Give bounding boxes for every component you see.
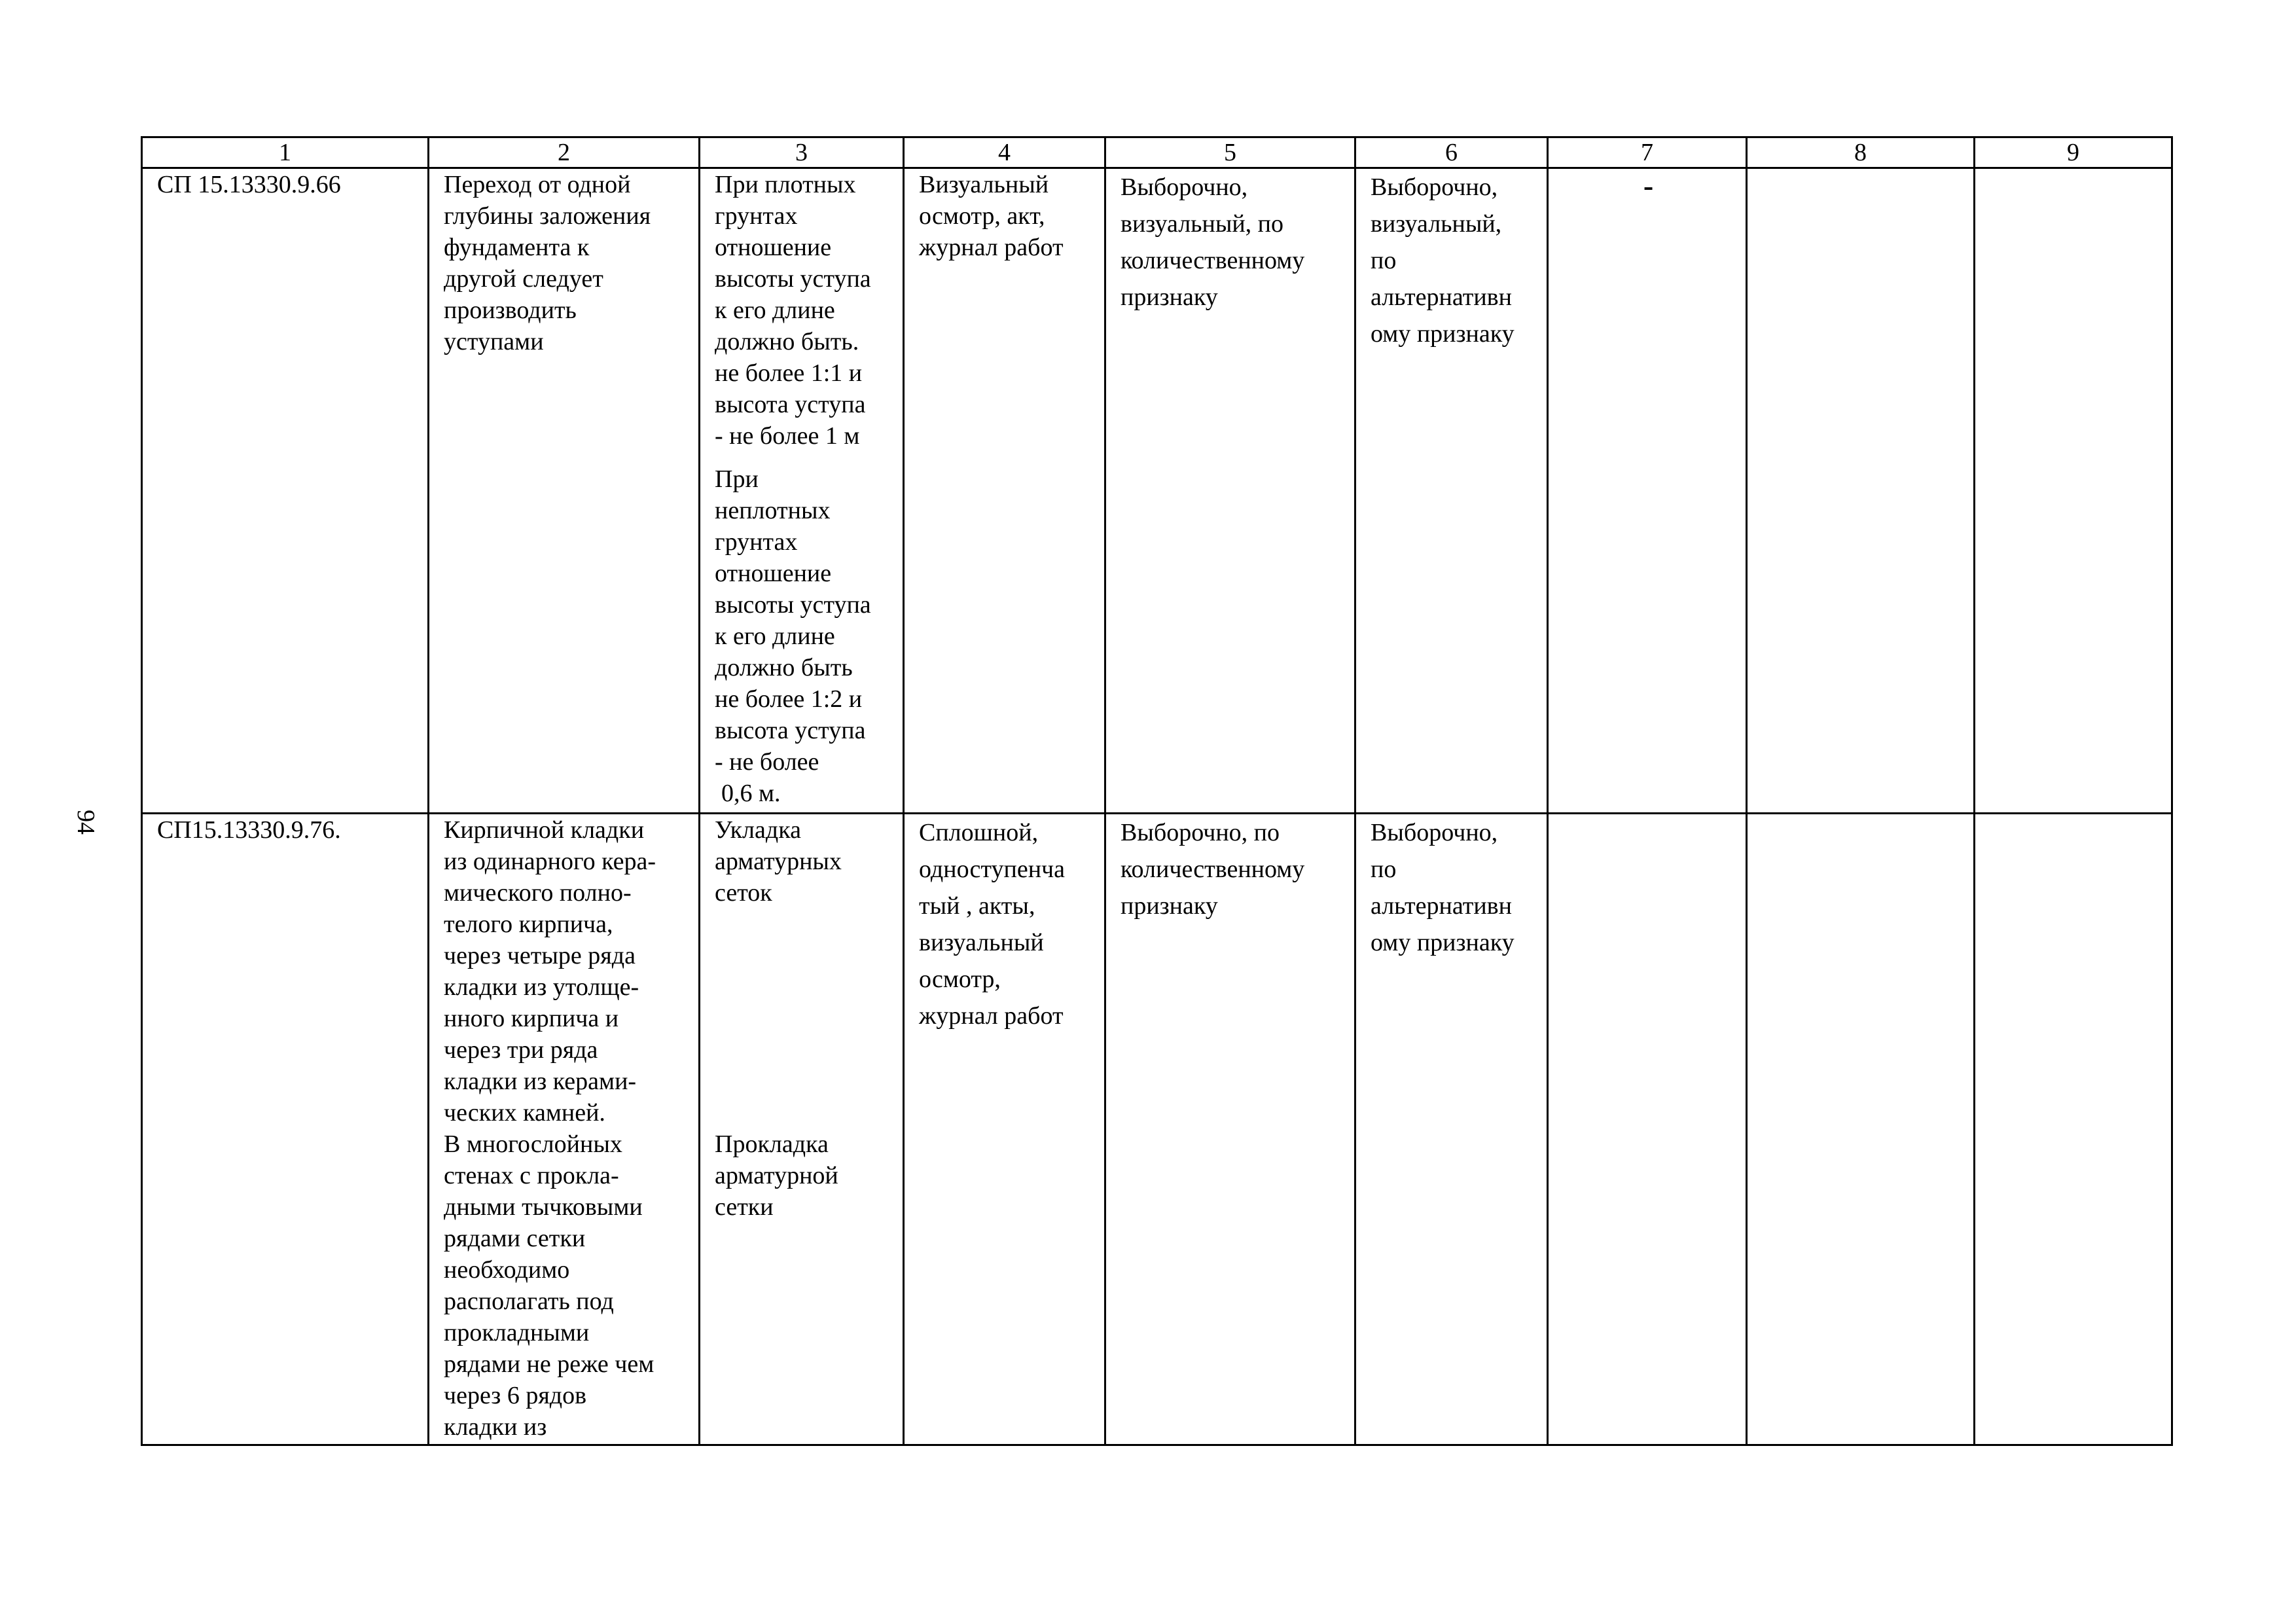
parameter-line: Прокладка [715,1130,829,1158]
control-method-line: тый , акты, [919,892,1035,920]
control-scope-line: признаку [1121,283,1218,311]
requirement-line: через 6 рядов [444,1382,587,1409]
requirement-line: фундамента к [444,234,590,261]
col-9-cell [1975,168,2172,814]
requirement-line: другой следует [444,265,603,293]
requirement-line: глубины заложения [444,202,651,230]
parameter-line: высоты уступа [715,591,871,619]
column-number-row [142,137,2172,168]
col-8-header: 8 [1747,137,1975,168]
parameter-line: При [715,465,759,493]
parameter-line: высота уступа [715,717,866,744]
parameter-line: высота уступа [715,391,866,418]
parameter-line: грунтах [715,528,798,556]
norm-reference-cell [142,168,429,814]
requirement-line: через четыре ряда [444,942,636,969]
acceptance-scope-line: Выборочно, [1371,173,1498,201]
acceptance-scope-line: альтернативн [1371,283,1512,311]
parameter-line: отношение [715,234,832,261]
requirement-line: кладки из керами- [444,1068,637,1095]
requirements-table [141,136,2173,1446]
control-scope-line: количественному [1121,247,1305,274]
control-method-line: журнал работ [919,1002,1064,1030]
parameter-line: сетки [715,1193,774,1221]
control-scope-cell [1105,814,1355,1445]
col-2-header: 2 [429,137,700,168]
control-method-line: визуальный [919,929,1044,956]
requirement-line: через три ряда [444,1036,598,1064]
table-row [142,168,2172,814]
col-8-cell [1747,168,1975,814]
norm-reference: СП15.13330.9.76. [157,816,341,844]
control-scope-cell [1105,168,1355,814]
control-scope-line: признаку [1121,892,1218,920]
norm-reference: СП 15.13330.9.66 [157,171,341,198]
requirement-line: рядами не реже чем [444,1350,655,1378]
parameter-line: Укладка [715,816,801,844]
acceptance-scope-cell [1355,814,1548,1445]
parameter-line: к его длине [715,297,835,324]
requirement-line: уступами [444,328,544,355]
parameter-cell [700,814,904,1445]
parameter-line: не более 1:1 и [715,359,863,387]
acceptance-scope-line: альтернативн [1371,892,1512,920]
requirement-line: располагать под [444,1288,614,1315]
parameter-line: - не более [715,748,819,776]
parameter-line: к его длине [715,623,835,650]
requirement-line: необходимо [444,1256,570,1284]
requirement-cell [429,814,700,1445]
control-method-line: осмотр, [919,965,1001,993]
requirement-line: Переход от одной [444,171,631,198]
parameter-line: арматурных [715,848,842,875]
acceptance-scope-line: по [1371,247,1397,274]
control-method-line: Визуальный [919,171,1049,198]
acceptance-scope-line: визуальный, [1371,210,1502,238]
parameter-line: При плотных [715,171,856,198]
control-scope-line: визуальный, по [1121,210,1284,238]
col-6-header: 6 [1355,137,1548,168]
control-method-cell [904,814,1105,1445]
parameter-line: высоты уступа [715,265,871,293]
parameter-cell [700,168,904,814]
control-scope-line: количественному [1121,856,1305,883]
norm-reference-cell [142,814,429,1445]
col-4-header: 4 [904,137,1105,168]
requirement-line: нного кирпича и [444,1005,619,1032]
requirement-cell [429,168,700,814]
col-3-header: 3 [700,137,904,168]
requirement-line: мического полно- [444,879,632,907]
requirement-line: Кирпичной кладки [444,816,645,844]
parameter-line: должно быть. [715,328,859,355]
col-7-header: 7 [1548,137,1747,168]
acceptance-scope-line: ому признаку [1371,929,1515,956]
parameter-line: сеток [715,879,772,907]
table-row [142,814,2172,1445]
col-7-cell [1548,168,1747,814]
acceptance-scope-line: Выборочно, [1371,819,1498,846]
requirement-line: прокладными [444,1319,590,1346]
requirement-line: кладки из [444,1413,547,1441]
parameter-line: арматурной [715,1162,838,1189]
page-number: 94 [72,810,99,835]
control-scope-line: Выборочно, по [1121,819,1280,846]
parameter-line: грунтах [715,202,798,230]
parameter-line: неплотных [715,497,831,524]
requirement-line: ческих камней. [444,1099,605,1127]
requirement-line: В многослойных [444,1130,622,1158]
requirement-line: из одинарного кера- [444,848,656,875]
requirement-line: стенах с прокла- [444,1162,619,1189]
requirement-line: дными тычковыми [444,1193,643,1221]
dash-mark: - [1643,169,1654,202]
col-5-header: 5 [1105,137,1355,168]
col-9-cell [1975,814,2172,1445]
requirement-line: телого кирпича, [444,911,613,938]
control-method-line: Сплошной, [919,819,1039,846]
acceptance-scope-cell [1355,168,1548,814]
control-method-line: осмотр, акт, [919,202,1045,230]
control-scope-line: Выборочно, [1121,173,1248,201]
requirement-line: кладки из утолще- [444,973,639,1001]
parameter-line: 0,6 м. [721,780,781,807]
col-9-header: 9 [1975,137,2172,168]
control-method-line: одноступенча [919,856,1066,883]
parameter-line: отношение [715,560,832,587]
parameter-line: не более 1:2 и [715,685,863,713]
control-method-cell [904,168,1105,814]
requirement-line: рядами сетки [444,1225,586,1252]
control-method-line: журнал работ [919,234,1064,261]
parameter-line: - не более 1 м [715,422,860,450]
parameter-line: должно быть [715,654,853,681]
requirement-line: производить [444,297,577,324]
col-8-cell [1747,814,1975,1445]
col-1-header: 1 [142,137,429,168]
acceptance-scope-line: по [1371,856,1397,883]
col-7-cell [1548,814,1747,1445]
acceptance-scope-line: ому признаку [1371,320,1515,348]
